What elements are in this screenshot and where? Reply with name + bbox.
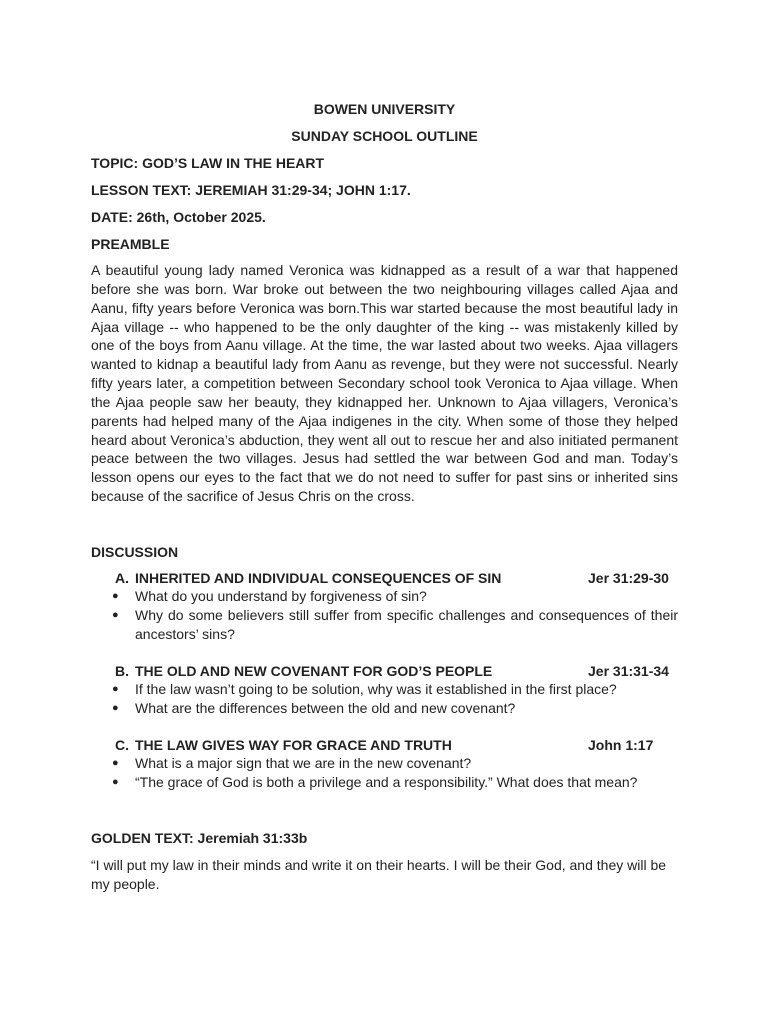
list-item [91, 680, 678, 699]
section-heading [91, 736, 678, 754]
list-item [91, 587, 678, 606]
list-item [91, 754, 678, 773]
question-list [91, 754, 678, 792]
question-text: What are the differences between the old and new covenant? [135, 699, 516, 716]
section-letter: A. [115, 569, 129, 586]
document-page [91, 100, 678, 894]
section-reference: Jer 31:31-34 [588, 662, 669, 679]
question-list [91, 587, 678, 644]
section-heading [91, 569, 678, 587]
section-reference: Jer 31:29-30 [588, 569, 669, 586]
bullet-icon: ● [112, 756, 119, 769]
list-item [91, 773, 678, 792]
question-text: If the law wasn’t going to be solution, why was it established in the first place? [135, 680, 617, 697]
section-reference: John 1:17 [588, 736, 654, 753]
outline-title: SUNDAY SCHOOL OUTLINE [291, 128, 478, 144]
discussion-section-b [91, 662, 678, 718]
preamble-heading: PREAMBLE [91, 236, 170, 252]
section-letter: B. [115, 662, 129, 679]
list-item [91, 606, 678, 644]
section-letter: C. [115, 736, 129, 753]
bullet-icon: ● [112, 701, 119, 714]
discussion-section-c [91, 736, 678, 792]
discussion-heading: DISCUSSION [91, 543, 179, 560]
golden-text-body: “I will put my law in their minds and write it on their hearts. I will be their God, and they will be my people. [91, 856, 667, 892]
bullet-icon: ● [112, 608, 119, 621]
section-title: THE OLD AND NEW COVENANT FOR GOD’S PEOPLE [135, 662, 493, 679]
section-title: INHERITED AND INDIVIDUAL CONSEQUENCES OF SIN [135, 569, 502, 586]
date-line: DATE: 26th, October 2025. [91, 209, 266, 225]
bullet-icon: ● [112, 589, 119, 602]
question-list [91, 680, 678, 718]
question-text: What do you understand by forgiveness of sin? [135, 587, 427, 604]
question-text: “The grace of God is both a privilege and a responsibility.” What does that mean? [135, 773, 638, 790]
lesson-text-line: LESSON TEXT: JEREMIAH 31:29-34; JOHN 1:17. [91, 182, 411, 198]
topic-line: TOPIC: GOD’S LAW IN THE HEART [91, 155, 325, 171]
question-text: What is a major sign that we are in the new covenant? [135, 754, 472, 771]
section-title: THE LAW GIVES WAY FOR GRACE AND TRUTH [135, 736, 452, 753]
preamble-body: A beautiful young lady named Veronica was kidnapped as a result of a war that happened before she was born. War broke out between the two neighbouring villages called Ajaa and Aanu, fifty years before Veronica was born.This war started because the most beautiful lady in Ajaa village -- who happened to be the only daughter of the king -- was mistakenly killed by one of the boys from Aanu village. At the time, the war lasted about two weeks. Ajaa villagers wanted to kidnap a beautiful lady from Aanu as revenge, but they were not successful. Nearly fifty years later, a competition between Secondary school took Veronica to Ajaa village. When the Ajaa people saw her beauty, they kidnapped her. Unknown to Ajaa villagers, Veronica’s parents had helped many of the Ajaa indigenes in the city. When some of those they helped heard about Veronica’s abduction, they went all out to rescue her and also initiated permanent peace between the two villages. Jesus had settled the war between God and man. Today’s lesson opens our eyes to the fact that we do not need to suffer for past sins or inherited sins because of the sacrifice of Jesus Chris on the cross. [91, 262, 678, 505]
discussion-section-a [91, 569, 678, 644]
bullet-icon: ● [112, 775, 119, 788]
golden-text-heading: GOLDEN TEXT: Jeremiah 31:33b [91, 829, 308, 846]
bullet-icon: ● [112, 682, 119, 695]
question-text: Why do some believers still suffer from specific challenges and consequences of their ancestors’ sins? [135, 606, 678, 642]
section-heading [91, 662, 678, 680]
list-item [91, 699, 678, 718]
institution-title: BOWEN UNIVERSITY [313, 101, 456, 117]
